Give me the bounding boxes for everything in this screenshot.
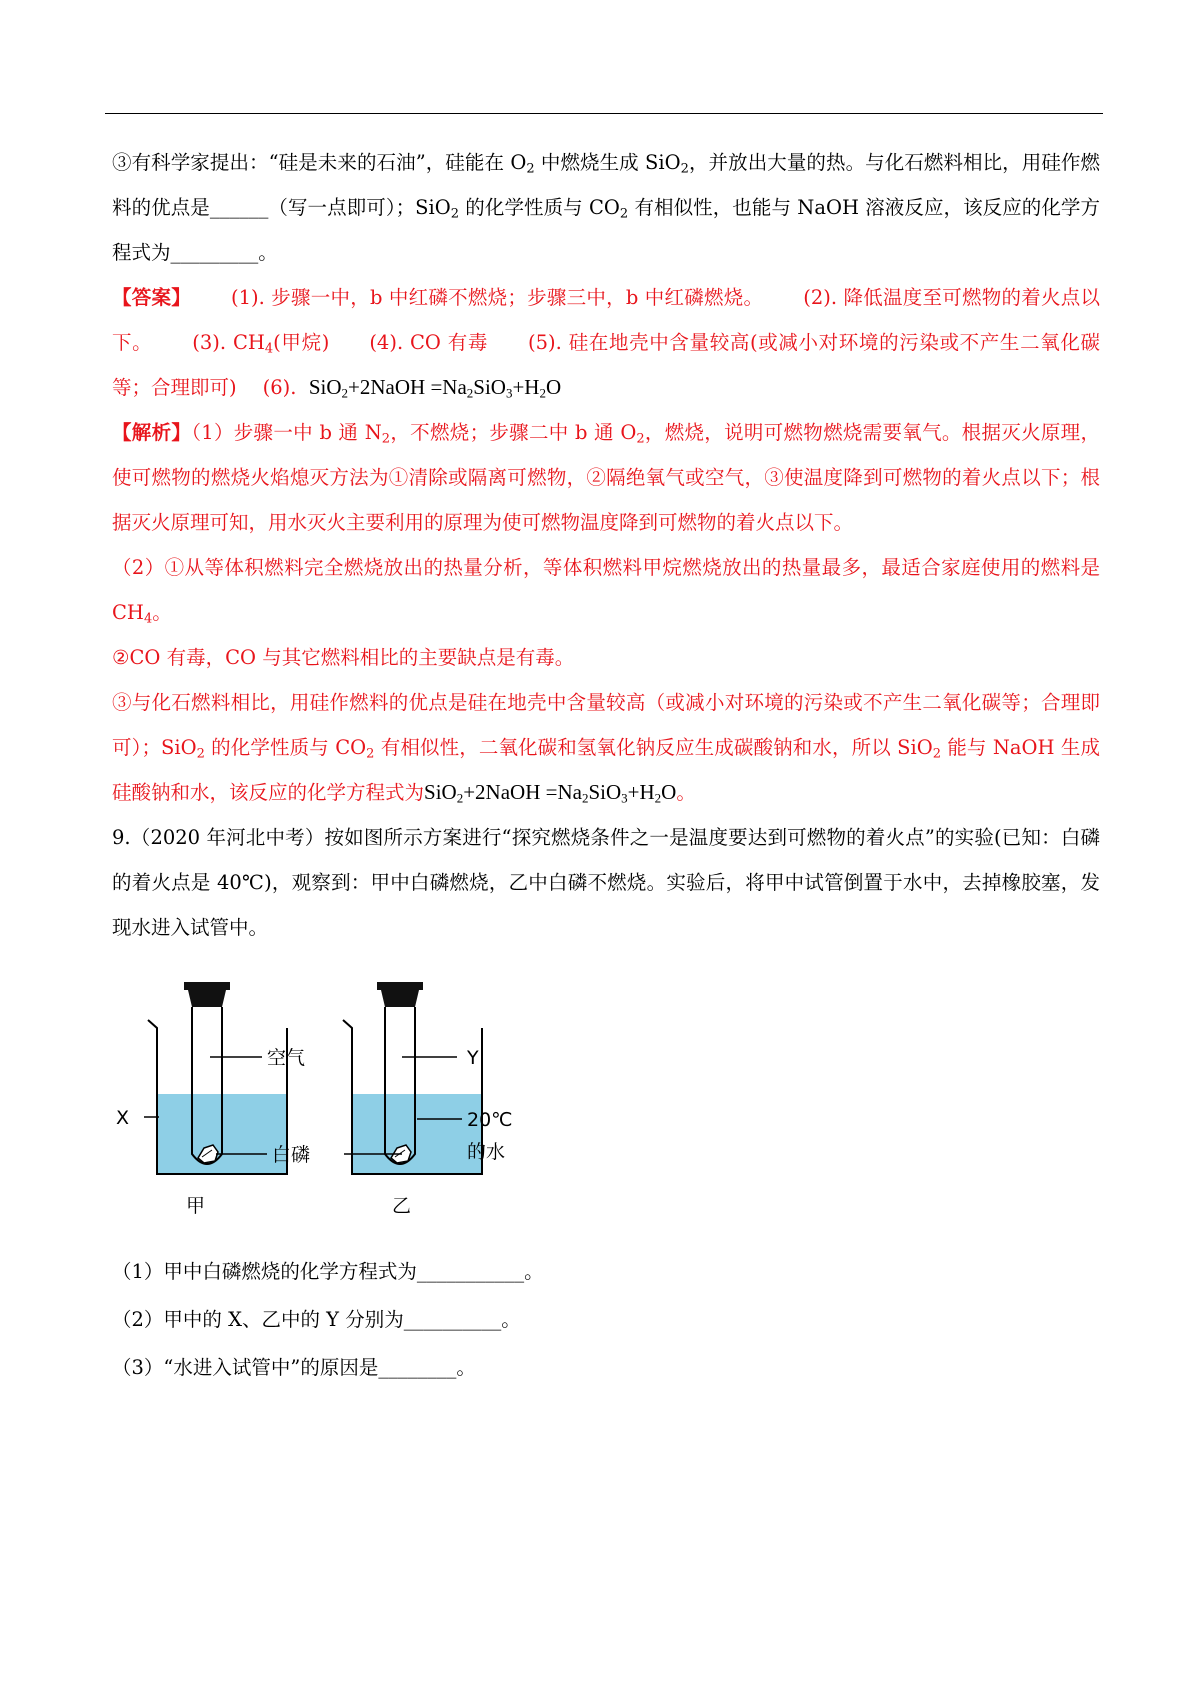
label-x: X — [116, 1107, 130, 1129]
answer-5: (5). 硅在地壳中含量较高(或减小对环境的污染或不产生二氧化碳等；合理即可) — [112, 331, 1101, 399]
answer-6: (6). — [262, 376, 297, 399]
question-8-part-3: ③有科学家提出：“硅是未来的石油”，硅能在 $O_2$ 中燃烧生成 SiO$_2$，并放出大量的热。与化石燃料相比，用硅作燃料的优点是______（写一点即可）；SiO$_2$ 的化学性质与 $CO_2$ 有相似性，也能与 NaOH 溶液反应，该反应的化学方程式为_________。 — [112, 151, 1100, 264]
page-content — [112, 140, 1100, 1392]
label-jia: 甲 — [186, 1195, 206, 1217]
question-9-intro: 9.（2020 年河北中考）按如图所示方案进行“探究燃烧条件之一是温度要达到可燃物的着火点”的实验(已知：白磷的着火点是 40℃)，观察到：甲中白磷燃烧，乙中白磷不燃烧。实验后，将甲中试管倒置于水中，去掉橡胶塞，发现水进入试管中。 — [112, 826, 1100, 939]
stopper-jia — [184, 982, 230, 990]
answer-2: (2). 降低温度至可燃物的着火点以下。 — [112, 286, 1100, 354]
question-9-sub-3: （3）“水进入试管中”的原因是________。 — [112, 1356, 476, 1379]
answer-block — [112, 275, 1100, 410]
stopper-yi — [377, 982, 423, 990]
analysis-part-2b: ②CO 有毒，CO 与其它燃料相比的主要缺点是有毒。 — [112, 646, 575, 669]
label-phosphorus: 白磷 — [272, 1144, 311, 1166]
experiment-figure — [112, 962, 632, 1222]
answer-tag: 【答案】 — [112, 286, 191, 309]
answer-3: (3). $CH_4$(甲烷) — [192, 331, 330, 357]
question-9-sub-1: （1）甲中白磷燃烧的化学方程式为___________。 — [112, 1260, 544, 1283]
answer-equation: SiO$_2$+2NaOH $=Na_2SiO_3+H_2O$ — [308, 375, 562, 401]
stopper-jia-body — [188, 990, 226, 1007]
label-yi: 乙 — [392, 1195, 412, 1217]
analysis-part-3: ③与化石燃料相比，用硅作燃料的优点是硅在地壳中含量较高（或减小对环境的污染或不产生二氧化碳等；合理即可）；SiO$_2$ 的化学性质与 $CO_2$ 有相似性，二氧化碳和氢氧化钠反应生成碳酸钠和水，所以 SiO$_2$ 能与 NaOH 生成硅酸钠和水，该反应的化学方程式为SiO$_2$+2NaOH $=Na_2SiO_3+H_2O$。 — [112, 691, 1100, 806]
analysis-equation: SiO$_2$+2NaOH $=Na_2SiO_3+H_2O$ — [424, 780, 677, 806]
analysis-tag: 【解析】 — [112, 421, 192, 444]
water-yi — [352, 1094, 482, 1174]
header-rule — [105, 113, 1103, 114]
label-water: 的水 — [467, 1141, 506, 1163]
question-9-sub-2: （2）甲中的 X、乙中的 Y 分别为__________。 — [112, 1308, 521, 1331]
stopper-yi-body — [381, 990, 419, 1007]
analysis-part-1: 【解析】（1）步骤一中 b 通 $N_2$，不燃烧；步骤二中 b 通 $O_2$，燃烧，说明可燃物燃烧需要氧气。根据灭火原理，使可燃物的燃烧火焰熄灭方法为①清除或隔离可燃物，②隔绝氧气或空气，③使温度降到可燃物的着火点以下；根据灭火原理可知，用水灭火主要利用的原理为使可燃物温度降到可燃物的着火点以下。 — [112, 421, 1100, 534]
answer-1: (1). 步骤一中，b 中红磷不燃烧；步骤三中，b 中红磷燃烧。 — [230, 286, 764, 309]
label-air: 空气 — [267, 1047, 306, 1069]
analysis-part-2: （2）①从等体积燃料完全燃烧放出的热量分析，等体积燃料甲烷燃烧放出的热量最多，最适合家庭使用的燃料是 $CH_4$。 — [112, 556, 1100, 627]
beaker-diagram — [112, 962, 632, 1222]
label-temp: 20℃ — [467, 1109, 513, 1131]
answer-4: (4). CO 有毒 — [369, 331, 489, 354]
label-y: Y — [467, 1047, 479, 1069]
